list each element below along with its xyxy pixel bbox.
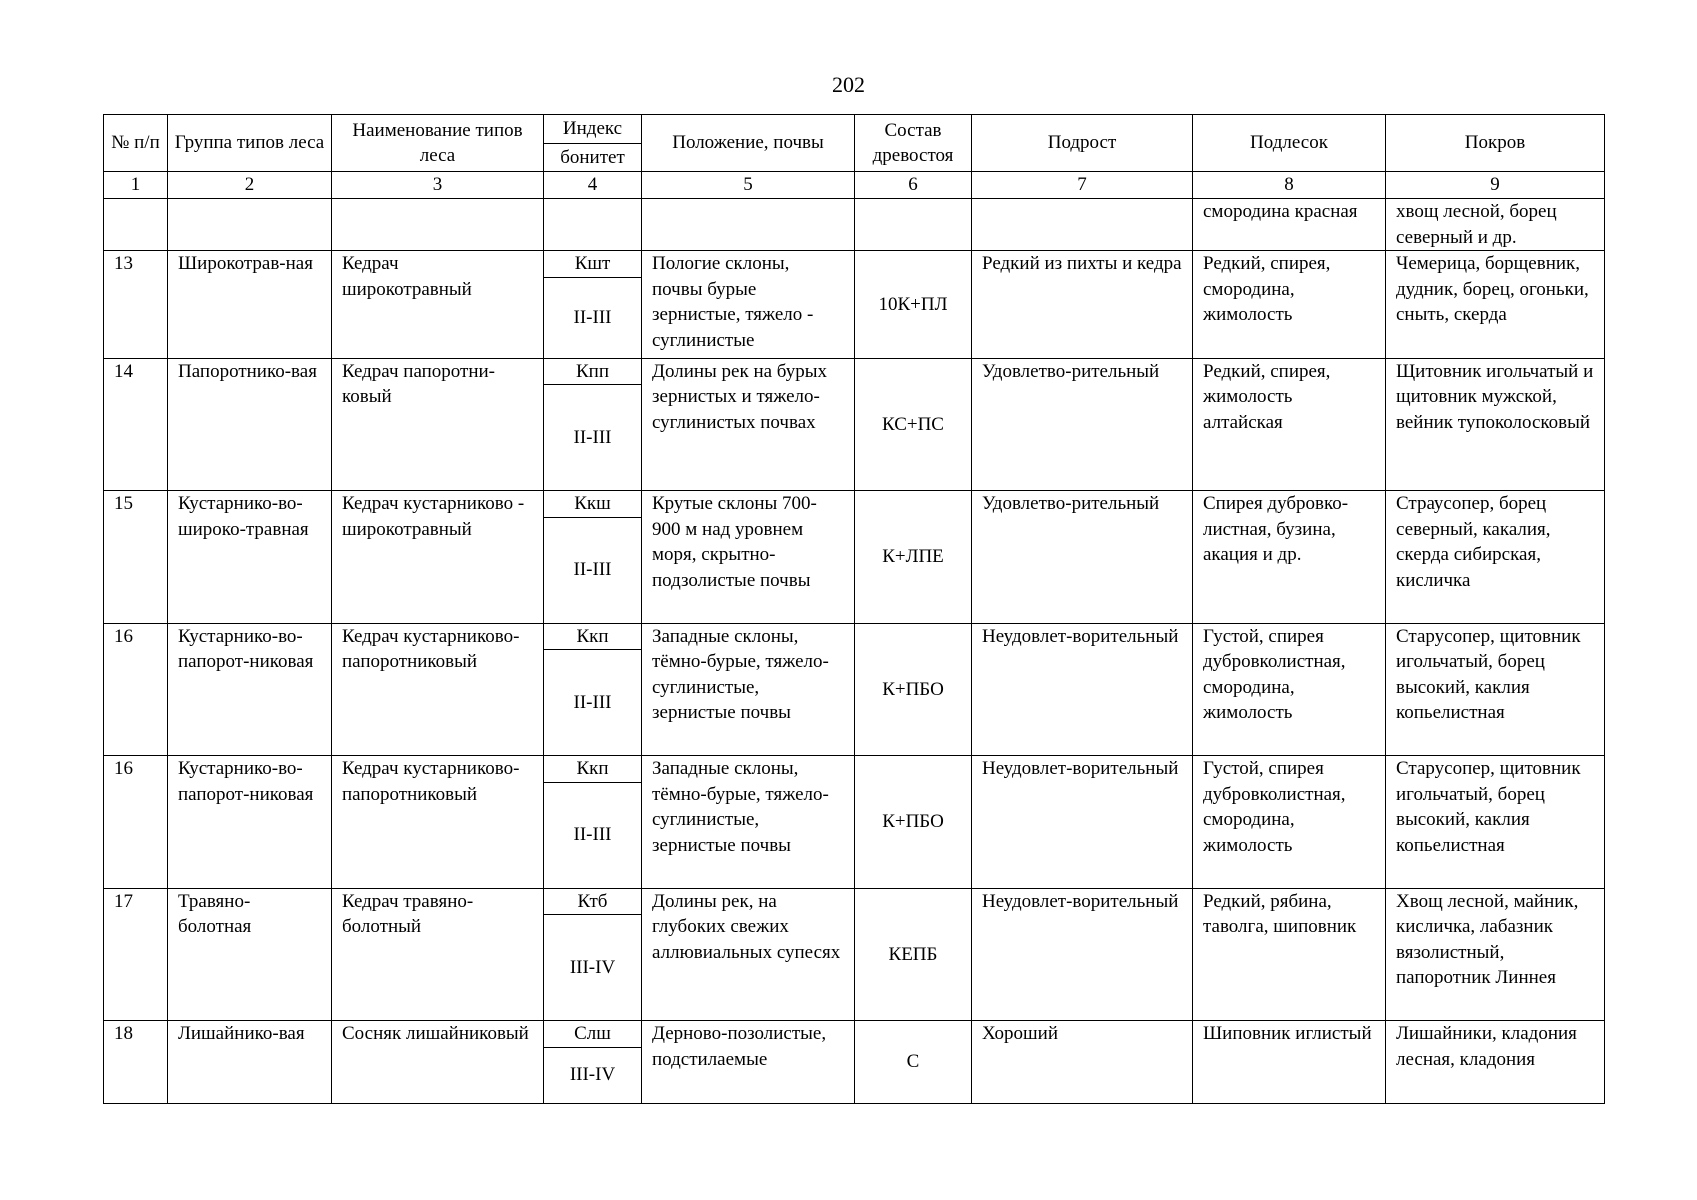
cell-forest-group: Широкотрав-ная <box>168 251 332 359</box>
cell-empty <box>168 199 332 251</box>
cell-stand-composition: К+ПБО <box>855 623 972 756</box>
cell-bonitet: II-III <box>544 782 642 888</box>
cell-position-soils: Дерново-позолистые, подстилаемые <box>642 1021 855 1104</box>
column-number: 3 <box>332 172 544 199</box>
cell-position-soils: Западные склоны, тёмно-бурые, тяжело-суглинистые, зернистые почвы <box>642 756 855 889</box>
cell-number: 16 <box>104 756 168 889</box>
cell-cover: Страусопер, борец северный, какалия, скерда сибирская, кисличка <box>1386 491 1605 624</box>
column-number: 6 <box>855 172 972 199</box>
cell-forest-type-name: Сосняк лишайниковый <box>332 1021 544 1104</box>
cell-empty <box>642 199 855 251</box>
cell-empty <box>544 199 642 251</box>
cell-cover: хвощ лесной, борец северный и др. <box>1386 199 1605 251</box>
cell-regrowth: Удовлетво-рительный <box>972 491 1193 624</box>
cell-undergrowth: Густой, спирея дубровколистная, смородина, жимолость <box>1193 623 1386 756</box>
cell-number: 16 <box>104 623 168 756</box>
cell-index: Ккш <box>544 491 642 518</box>
cell-stand-composition: К+ЛПЕ <box>855 491 972 624</box>
cell-number: 14 <box>104 358 168 491</box>
column-number: 8 <box>1193 172 1386 199</box>
column-number: 4 <box>544 172 642 199</box>
cell-index: Ккп <box>544 756 642 783</box>
cell-position-soils: Долины рек на бурых зернистых и тяжело-суглинистых почвах <box>642 358 855 491</box>
cell-position-soils: Долины рек, на глубоких свежих аллювиальных супесях <box>642 888 855 1021</box>
cell-forest-group: Травяно-болотная <box>168 888 332 1021</box>
cell-stand-composition: КС+ПС <box>855 358 972 491</box>
cell-bonitet: II-III <box>544 277 642 358</box>
cell-forest-type-name: Кедрач травяно-болотный <box>332 888 544 1021</box>
cell-bonitet: II-III <box>544 650 642 756</box>
header-bonitet: бонитет <box>544 143 642 172</box>
cell-number: 13 <box>104 251 168 359</box>
cell-regrowth: Удовлетво-рительный <box>972 358 1193 491</box>
cell-undergrowth: Редкий, рябина, таволга, шиповник <box>1193 888 1386 1021</box>
cell-forest-type-name: Кедрач кустарниково - широкотравный <box>332 491 544 624</box>
column-number: 7 <box>972 172 1193 199</box>
cell-empty <box>972 199 1193 251</box>
table-body <box>104 199 1605 1104</box>
header-forest-group: Группа типов леса <box>168 115 332 172</box>
cell-index: Слш <box>544 1021 642 1048</box>
table-row <box>104 491 1605 518</box>
cell-cover: Старусопер, щитовник игольчатый, борец высокий, каклия копьелистная <box>1386 756 1605 889</box>
cell-cover: Чемерица, борщевник, дудник, борец, огоньки, сныть, скерда <box>1386 251 1605 359</box>
header-index: Индекс <box>544 115 642 144</box>
cell-stand-composition: 10К+ПЛ <box>855 251 972 359</box>
cell-empty <box>855 199 972 251</box>
cell-stand-composition: С <box>855 1021 972 1104</box>
header-position-soils: Положение, почвы <box>642 115 855 172</box>
cell-undergrowth: Спирея дубровко-листная, бузина, акация и др. <box>1193 491 1386 624</box>
cell-regrowth: Хороший <box>972 1021 1193 1104</box>
cell-undergrowth: Густой, спирея дубровколистная, смородина, жимолость <box>1193 756 1386 889</box>
cell-number: 15 <box>104 491 168 624</box>
cell-undergrowth: смородина красная <box>1193 199 1386 251</box>
cell-cover: Лишайники, кладония лесная, кладония <box>1386 1021 1605 1104</box>
cell-position-soils: Пологие склоны, почвы бурые зернистые, тяжело - суглинистые <box>642 251 855 359</box>
cell-forest-type-name: Кедрач кустарниково-папоротниковый <box>332 756 544 889</box>
table-header <box>104 115 1605 199</box>
table-row <box>104 251 1605 278</box>
continuation-row <box>104 199 1605 251</box>
table-row <box>104 1021 1605 1048</box>
cell-regrowth: Неудовлет-ворительный <box>972 756 1193 889</box>
cell-undergrowth: Редкий, спирея, жимолость алтайская <box>1193 358 1386 491</box>
cell-cover: Щитовник игольчатый и щитовник мужской, вейник тупоколосковый <box>1386 358 1605 491</box>
cell-forest-type-name: Кедрач широкотравный <box>332 251 544 359</box>
cell-regrowth: Неудовлет-ворительный <box>972 888 1193 1021</box>
cell-forest-group: Лишайнико-вая <box>168 1021 332 1104</box>
cell-position-soils: Крутые склоны 700-900 м над уровнем моря, скрытно-подзолистые почвы <box>642 491 855 624</box>
cell-bonitet: II-III <box>544 385 642 491</box>
table-row <box>104 358 1605 385</box>
cell-cover: Старусопер, щитовник игольчатый, борец высокий, каклия копьелистная <box>1386 623 1605 756</box>
cell-index: Кшт <box>544 251 642 278</box>
table-row <box>104 623 1605 650</box>
cell-regrowth: Неудовлет-ворительный <box>972 623 1193 756</box>
cell-cover: Хвощ лесной, майник, кисличка, лабазник вязолистный, папоротник Линнея <box>1386 888 1605 1021</box>
column-numbers-row <box>104 172 1605 199</box>
cell-stand-composition: К+ПБО <box>855 756 972 889</box>
cell-forest-group: Кустарнико-во-папорот-никовая <box>168 623 332 756</box>
column-number: 5 <box>642 172 855 199</box>
cell-forest-type-name: Кедрач кустарниково-папоротниковый <box>332 623 544 756</box>
header-number: № п/п <box>104 115 168 172</box>
cell-regrowth: Редкий из пихты и кедра <box>972 251 1193 359</box>
cell-index: Ккп <box>544 623 642 650</box>
header-undergrowth: Подлесок <box>1193 115 1386 172</box>
table-row <box>104 756 1605 783</box>
header-regrowth: Подрост <box>972 115 1193 172</box>
cell-forest-group: Кустарнико-во-папорот-никовая <box>168 756 332 889</box>
column-number: 2 <box>168 172 332 199</box>
header-forest-type-name: Наименование типов леса <box>332 115 544 172</box>
header-stand-composition: Состав древостоя <box>855 115 972 172</box>
forest-types-table <box>103 114 1605 1104</box>
cell-forest-type-name: Кедрач папоротни-ковый <box>332 358 544 491</box>
cell-bonitet: III-IV <box>544 1047 642 1103</box>
cell-bonitet: II-III <box>544 517 642 623</box>
cell-number: 18 <box>104 1021 168 1104</box>
cell-forest-group: Папоротнико-вая <box>168 358 332 491</box>
cell-index: Ктб <box>544 888 642 915</box>
cell-forest-group: Кустарнико-во-широко-травная <box>168 491 332 624</box>
cell-empty <box>104 199 168 251</box>
page-number: 202 <box>832 72 865 97</box>
cell-position-soils: Западные склоны, тёмно-бурые, тяжело-суглинистые, зернистые почвы <box>642 623 855 756</box>
cell-undergrowth: Шиповник иглистый <box>1193 1021 1386 1104</box>
cell-empty <box>332 199 544 251</box>
cell-bonitet: III-IV <box>544 915 642 1021</box>
column-number: 9 <box>1386 172 1605 199</box>
column-number: 1 <box>104 172 168 199</box>
table-row <box>104 888 1605 915</box>
header-cover: Покров <box>1386 115 1605 172</box>
cell-number: 17 <box>104 888 168 1021</box>
cell-stand-composition: КЕПБ <box>855 888 972 1021</box>
cell-undergrowth: Редкий, спирея, смородина, жимолость <box>1193 251 1386 359</box>
cell-index: Кпп <box>544 358 642 385</box>
